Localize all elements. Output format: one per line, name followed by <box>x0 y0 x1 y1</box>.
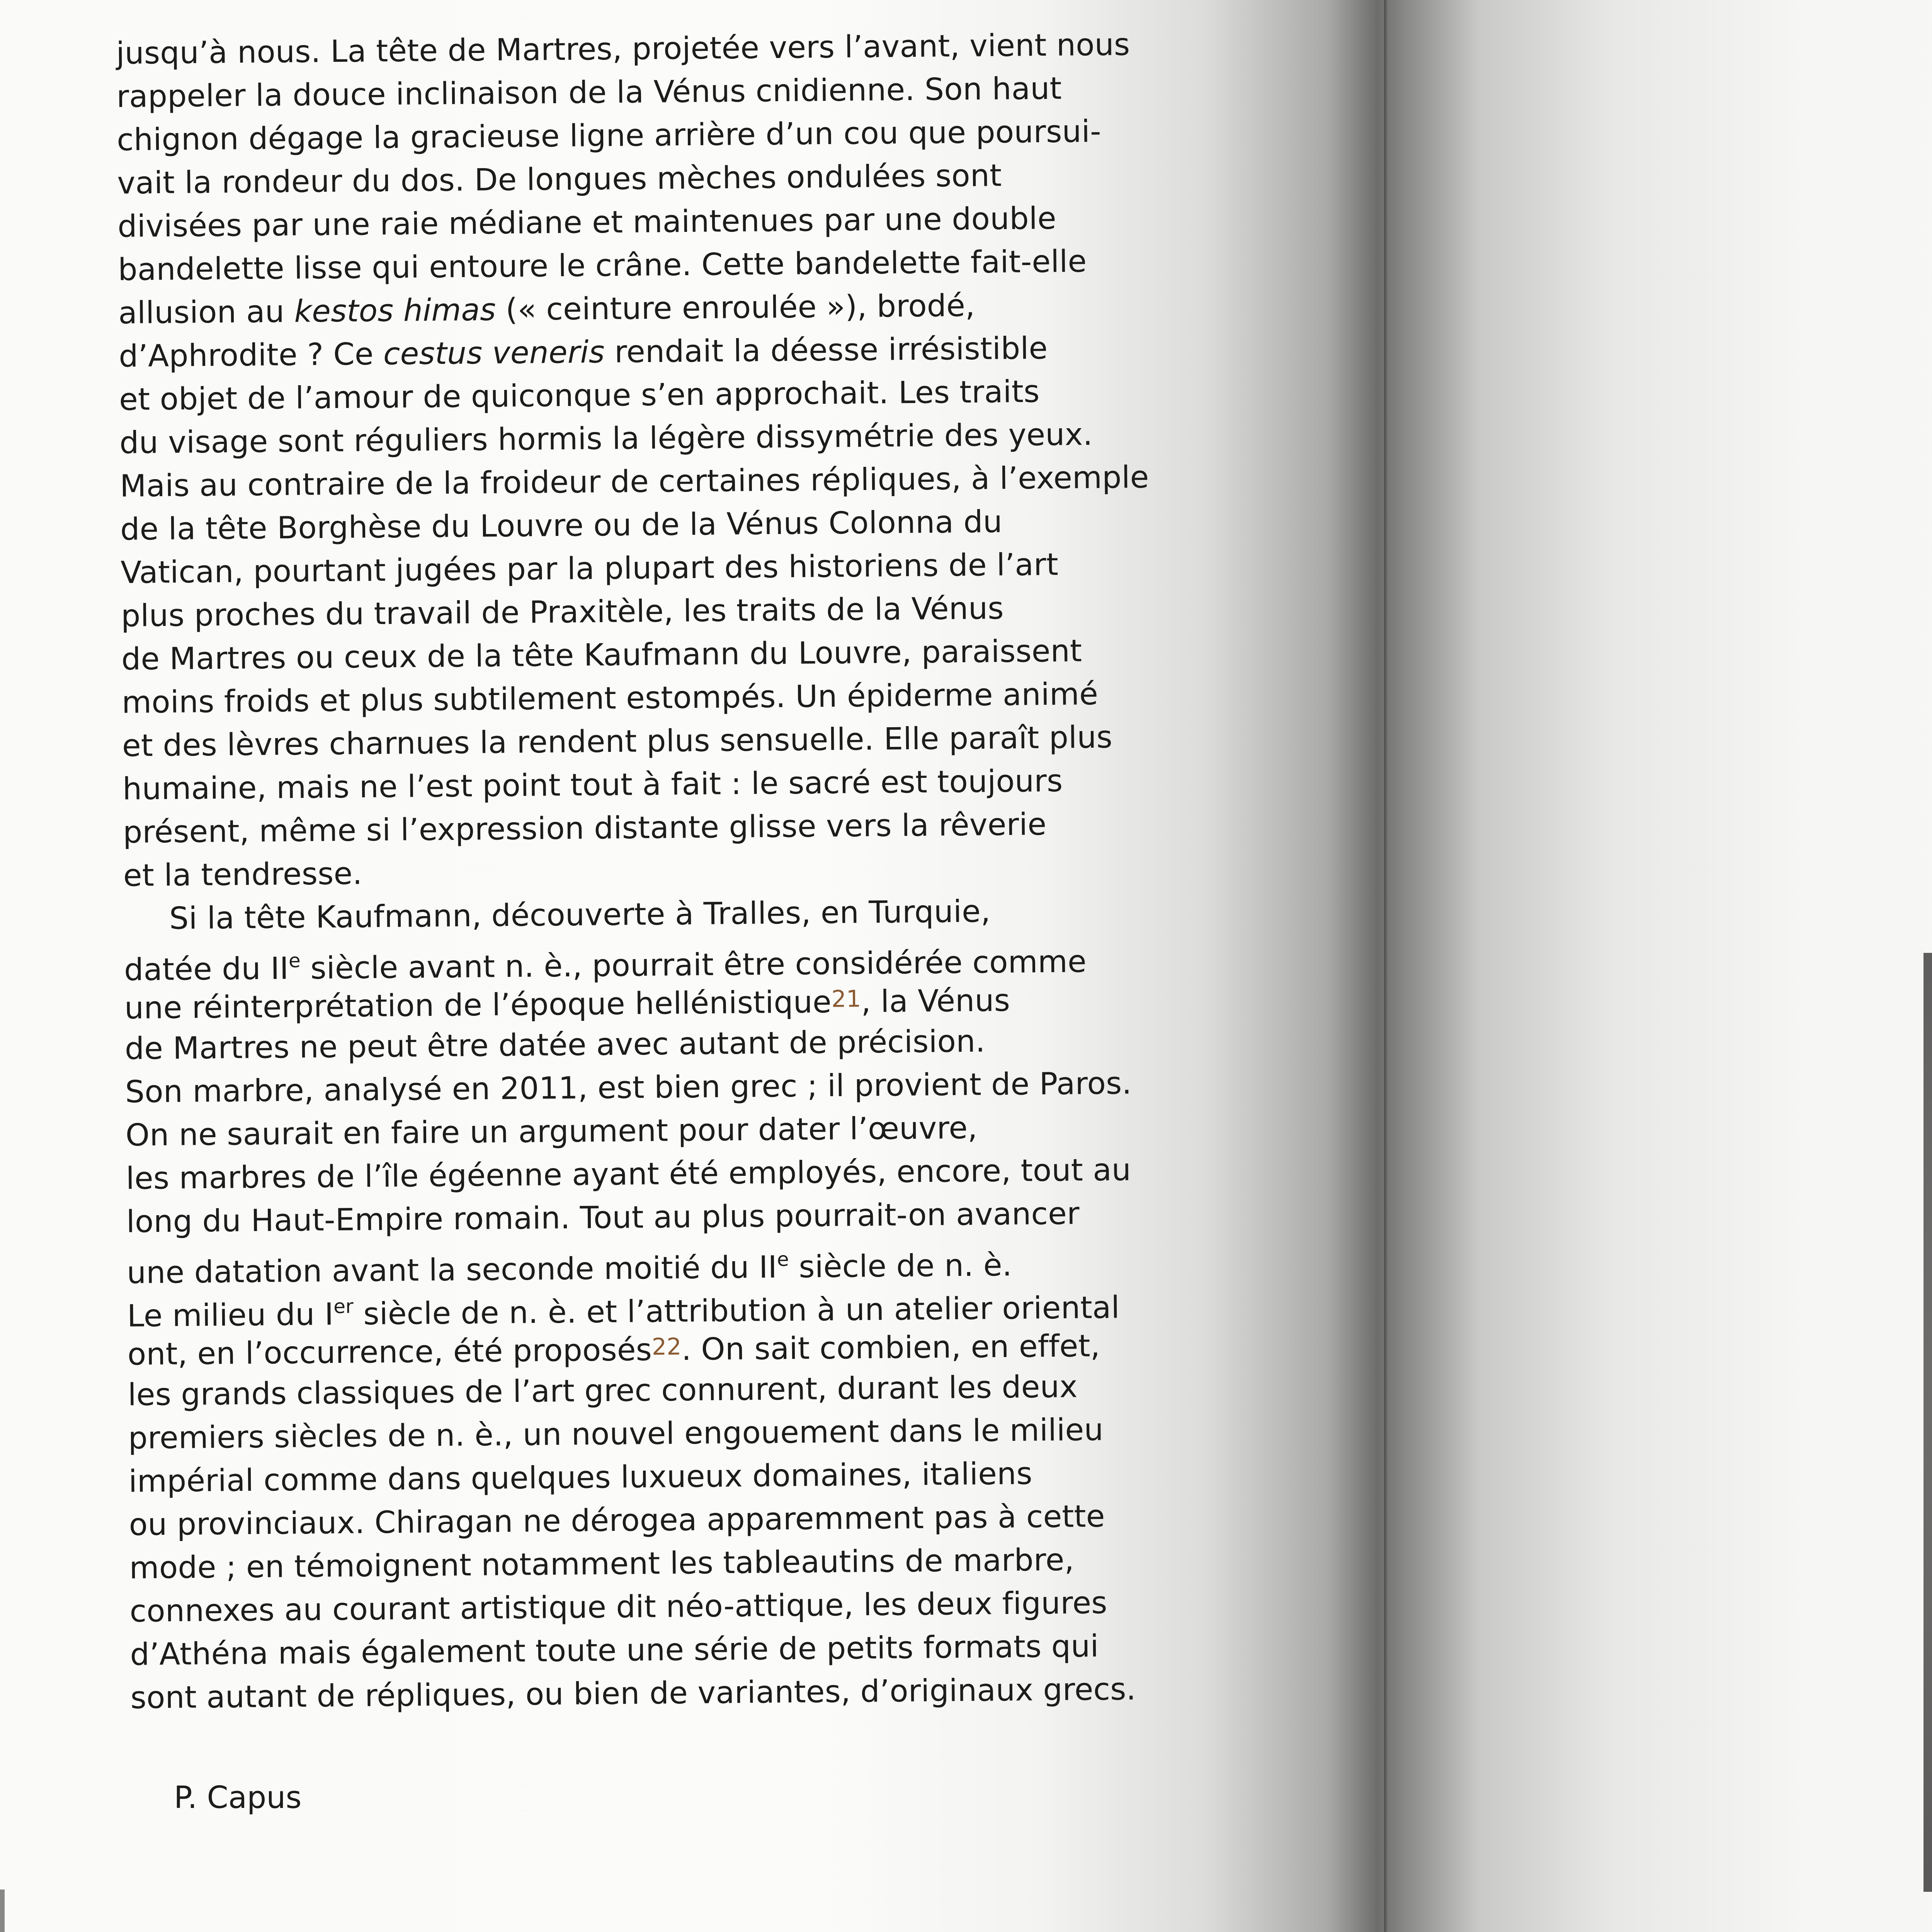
superscript: e <box>288 949 301 972</box>
italic-term: cestus veneris <box>383 334 605 372</box>
marble-head-illustration <box>1923 953 1932 1892</box>
text-line: une datation avant la seconde moitié du IIe siècle de n. è. <box>126 1247 1012 1291</box>
text-line: datée du IIe siècle avant n. è., pourrait être considérée comme <box>124 944 1087 988</box>
text-line: de Martres ne peut être datée avec autant de précision. <box>124 1023 986 1066</box>
text-line: divisées par une raie médiane et maintenues par une double <box>117 200 1057 244</box>
text-line: ou provinciaux. Chiragan ne dérogea apparemment pas à cette <box>129 1498 1105 1543</box>
text-line: long du Haut-Empire romain. Tout au plus pourrait-on avancer <box>126 1196 1080 1240</box>
text-line: rappeler la douce inclinaison de la Vénus cnidienne. Son haut <box>116 70 1062 114</box>
text-line: vait la rondeur du dos. De longues mèches ondulées sont <box>117 158 1002 201</box>
book-gutter <box>1384 0 1388 1932</box>
author-signature: P. Capus <box>174 1780 302 1815</box>
text-line: impérial comme dans quelques luxueux domaines, italiens <box>128 1456 1033 1499</box>
text-line: chignon dégage la gracieuse ligne arrière d’un cou que poursui- <box>117 113 1102 158</box>
superscript: e <box>777 1248 789 1271</box>
text-line: connexes au courant artistique dit néo-attique, les deux figures <box>129 1585 1107 1629</box>
text-line: sont autant de répliques, ou bien de variantes, d’originaux grecs. <box>130 1671 1136 1716</box>
text-line: Mais au contraire de la froideur de certaines répliques, à l’exemple <box>119 459 1149 504</box>
italic-term: kestos himas <box>294 292 496 329</box>
text-line: Vatican, pourtant jugées par la plupart des historiens de l’art <box>120 546 1059 590</box>
text-line: les marbres de l’île égéenne ayant été employés, encore, tout au <box>126 1152 1131 1196</box>
text-line: une réinterprétation de l’époque hellénistique21, la Vénus <box>124 982 1010 1026</box>
page-edge-shadow <box>0 1889 5 1932</box>
text-line: humaine, mais ne l’est point tout à fait : le sacré est toujours <box>122 763 1063 807</box>
text-line: et objet de l’amour de quiconque s’en approchait. Les traits <box>119 374 1040 417</box>
text-line: moins froids et plus subtilement estompés. Un épiderme animé <box>121 676 1099 720</box>
text-line: On ne saurait en faire un argument pour dater l’œuvre, <box>125 1110 978 1153</box>
footnote-ref-22[interactable]: 22 <box>651 1333 682 1361</box>
text-line: du visage sont réguliers hormis la légère dissymétrie des yeux. <box>119 416 1093 461</box>
paragraph-start-line: Si la tête Kaufmann, découverte à Tralles, en Turquie, <box>169 893 991 936</box>
text-line: et des lèvres charnues la rendent plus sensuelle. Elle paraît plus <box>122 719 1113 764</box>
text-line: d’Aphrodite ? Ce cestus veneris rendait la déesse irrésistible <box>118 330 1048 374</box>
text-line: de Martres ou ceux de la tête Kaufmann du Louvre, paraissent <box>121 633 1082 677</box>
text-line: d’Athéna mais également toute une série de petits formats qui <box>130 1628 1099 1672</box>
text-line: allusion au kestos himas (« ceinture enroulée »), brodé, <box>118 287 975 331</box>
text-line: et la tendresse. <box>123 855 362 893</box>
text-line: mode ; en témoignent notamment les tableautins de marbre, <box>129 1542 1075 1586</box>
text-line: présent, même si l’expression distante glisse vers la rêverie <box>122 806 1047 850</box>
text-line: ont, en l’occurrence, été proposés22. On sait combien, en effet, <box>127 1328 1100 1372</box>
text-line: plus proches du travail de Praxitèle, les traits de la Vénus <box>121 590 1004 634</box>
text-line: Le milieu du Ier siècle de n. è. et l’attribution à un atelier oriental <box>127 1289 1120 1334</box>
text-line: premiers siècles de n. è., un nouvel engouement dans le milieu <box>128 1412 1104 1456</box>
sculpture-photo <box>1923 953 1932 1892</box>
superscript: er <box>333 1295 354 1318</box>
text-line: jusqu’à nous. La tête de Martres, projetée vers l’avant, vient nous <box>116 27 1130 71</box>
footnote-ref-21[interactable]: 21 <box>831 985 861 1013</box>
body-text <box>116 22 1236 1719</box>
text-line: de la tête Borghèse du Louvre ou de la Vénus Colonna du <box>120 504 1003 547</box>
text-line: Son marbre, analysé en 2011, est bien grec ; il provient de Paros. <box>125 1065 1132 1110</box>
text-line: les grands classiques de l’art grec connurent, durant les deux <box>128 1369 1078 1413</box>
text-line: bandelette lisse qui entoure le crâne. Cette bandelette fait-elle <box>117 243 1087 287</box>
